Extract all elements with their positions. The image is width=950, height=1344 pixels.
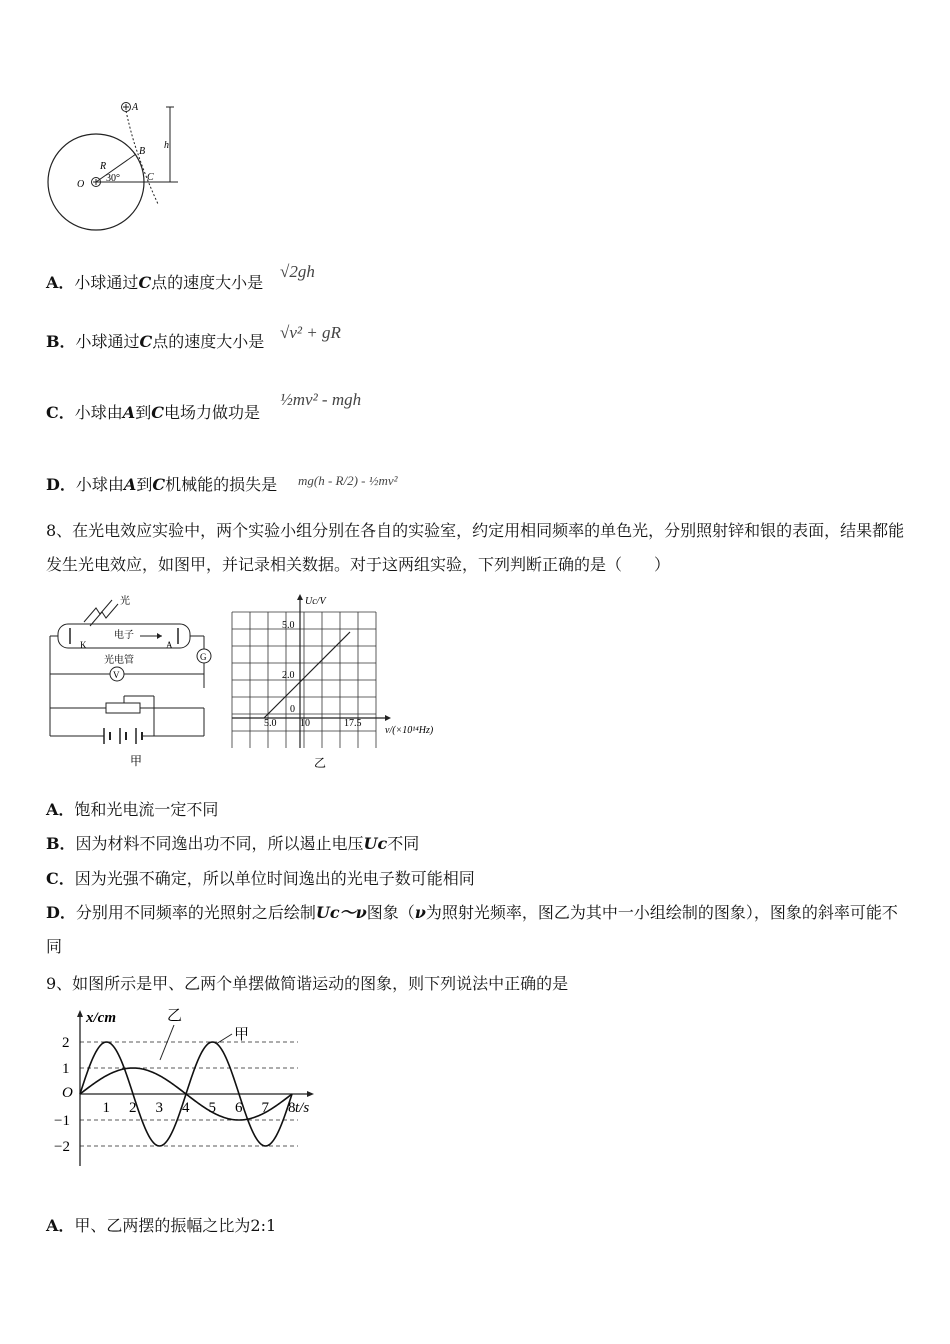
q7-option-b-math: √v² + gR [280, 323, 341, 342]
q7-option-c[interactable]: C．小球由A到C电场力做功是 [46, 403, 260, 422]
q8-xtick-17: 17.5 [344, 718, 362, 729]
q9-xtick: 2 [129, 1100, 137, 1116]
q9-xtick: 6 [235, 1100, 243, 1116]
q8-option-a[interactable]: A．饱和光电流一定不同 [46, 800, 219, 819]
q9-ytick: −2 [54, 1139, 70, 1155]
q8-label-V: V [113, 670, 120, 680]
q9-xtick: 4 [182, 1100, 190, 1116]
q8-stem: 8、在光电效应实验中，两个实验小组分别在各自的实验室，约定用相同频率的单色光，分别照射锌和银的表面，结果都能发生光电效应，如图甲，并记录相关数据。对于这两组实验，下列判断正确的是（ ） [46, 521, 905, 574]
q9-ytick: 2 [62, 1035, 70, 1051]
q8-label-tube: 光电管 [104, 655, 134, 666]
q7-label-angle: 30° [106, 173, 120, 184]
q7-option-d-math: mg(h - R/2) - ½mv² [298, 473, 398, 488]
q8-label-light: 光 [120, 596, 130, 607]
q9-ticks [54, 1035, 296, 1155]
q7-label-C: C [147, 172, 154, 183]
q8-xtick-10: 10 [300, 718, 310, 729]
q9-legend-yi: 乙 [167, 1008, 183, 1024]
q9-xtick: 1 [102, 1100, 110, 1116]
q7-option-b[interactable]: B．小球通过C点的速度大小是 [46, 332, 265, 351]
q9-option-a[interactable]: A．甲、乙两摆的振幅之比为2:1 [46, 1216, 277, 1235]
q7-figure [40, 98, 190, 238]
q7-label-O: O [77, 179, 85, 190]
q7-option-c-math: ½mv² - mgh [280, 390, 362, 409]
q8-ytick-2: 2.0 [282, 670, 295, 681]
q7-label-B: B [139, 146, 146, 157]
q8-option-d[interactable]: D．分别用不同频率的光照射之后绘制Uc～ν图象（ν为照射光频率，图乙为其中一小组绘制的图象），图象的斜率可能不同 [46, 903, 898, 956]
q9-y-label: x/cm [86, 1010, 116, 1026]
q9-stem: 9、如图所示是甲、乙两个单摆做简谐运动的图象，则下列说法中正确的是 [46, 974, 569, 993]
q8-label-K: K [80, 640, 87, 650]
q7-option-a-math: √2gh [280, 262, 315, 281]
q9-xtick: 8 [288, 1100, 296, 1116]
q9-ytick: −1 [54, 1113, 70, 1129]
q8-circuit [44, 592, 220, 768]
q9-legend-jia: 甲 [234, 1027, 250, 1043]
q8-option-c[interactable]: C．因为光强不确定，所以单位时间逸出的光电子数可能相同 [46, 869, 475, 888]
q8-option-b[interactable]: B．因为材料不同逸出功不同，所以遏止电压Uc不同 [46, 834, 420, 853]
q8-xtick-5: 5.0 [264, 718, 277, 729]
q8-y-label: Uc/V [305, 596, 326, 607]
q8-caption-jia: 甲 [130, 754, 143, 768]
q8-x-label: ν/(×10¹⁴Hz) [385, 725, 434, 736]
q7-label-h: h [164, 140, 169, 151]
q8-ytick-0: 0 [290, 704, 295, 715]
q9-ytick: O [62, 1085, 73, 1101]
q9-xtick: 3 [155, 1100, 163, 1116]
q8-graph [228, 592, 462, 772]
q8-label-G: G [200, 652, 207, 662]
q9-xtick: 7 [261, 1100, 269, 1116]
q9-xtick: 5 [208, 1100, 216, 1116]
q8-uc-line [264, 632, 350, 718]
q9-ytick: 1 [62, 1061, 70, 1077]
q9-chart [50, 1006, 330, 1172]
q8-label-electron: 电子 [114, 630, 134, 641]
q7-label-A: A [132, 102, 139, 113]
q7-option-a[interactable]: A．小球通过C点的速度大小是 [46, 273, 264, 292]
q7-option-d[interactable]: D．小球由A到C机械能的损失是 [46, 475, 278, 494]
q8-ytick-5: 5.0 [282, 620, 295, 631]
q8-caption-yi: 乙 [314, 756, 327, 770]
q8-label-A: A [166, 640, 173, 650]
q7-label-R: R [100, 161, 107, 172]
q9-x-label: t/s [295, 1100, 310, 1116]
